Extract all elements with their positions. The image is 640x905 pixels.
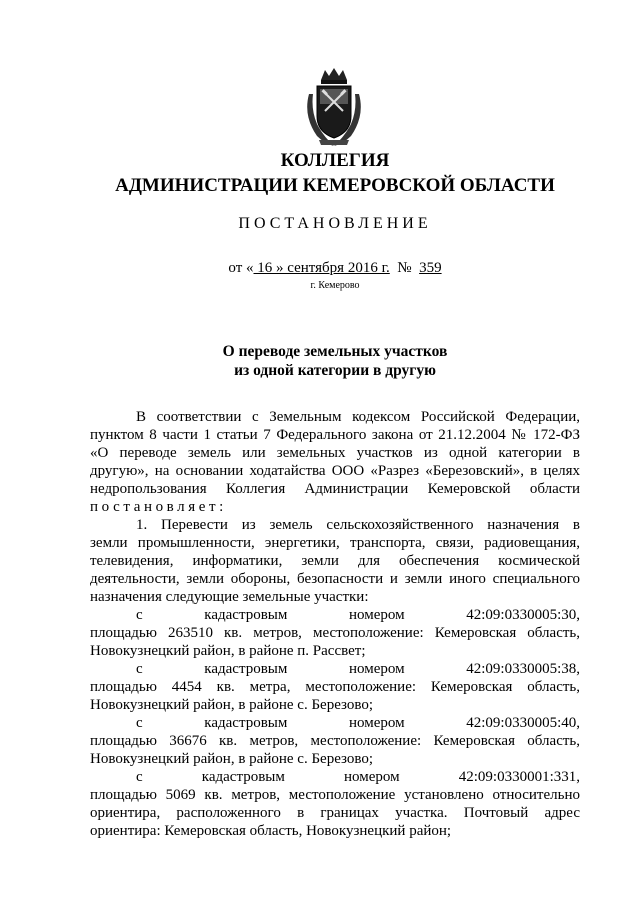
- body-line: назначения следующие земельные участки:: [90, 589, 369, 605]
- body-line: земли промышленности, энергетики, транспорта, связи, радиовещания,: [90, 535, 580, 551]
- org-title-line1: КОЛЛЕГИЯ: [280, 150, 390, 171]
- city-name: г. Кемерово: [310, 280, 360, 291]
- body-line: площадью 36676 кв. метров, местоположение: Кемеровская область,: [90, 733, 580, 749]
- subject-line2: из одной категории в другую: [234, 362, 436, 379]
- body-line: В соответствии с Земельным кодексом Российской Федерации,: [136, 409, 580, 425]
- body-line: постановляет:: [90, 499, 227, 515]
- body-line: с кадастровым номером 42:09:0330005:30,: [136, 607, 580, 623]
- body-line: Новокузнецкий район, в районе п. Рассвет;: [90, 643, 366, 659]
- coat-of-arms-icon: [299, 66, 369, 148]
- subject-line1: О переводе земельных участков: [222, 343, 448, 360]
- date-prefix: от «: [228, 260, 254, 276]
- date-day: 16: [253, 260, 276, 276]
- body-line: площадью 4454 кв. метра, местоположение: Кемеровская область,: [90, 679, 580, 695]
- body-line: Новокузнецкий район, в районе с. Березово;: [90, 751, 374, 767]
- body-line: с кадастровым номером 42:09:0330005:40,: [136, 715, 580, 731]
- document-type: ПОСТАНОВЛЕНИЕ: [238, 215, 432, 232]
- body-line: площадью 5069 кв. метров, местоположение установлено относительно: [90, 787, 580, 803]
- body-line: с кадастровым номером 42:09:0330005:38,: [136, 661, 580, 677]
- body-line: ориентира, расположенного в границах участка. Почтовый адрес: [90, 805, 580, 821]
- body-line: 1. Перевести из земель сельскохозяйственного назначения в: [136, 517, 580, 533]
- document-number: 359: [419, 260, 442, 276]
- date-number-line: [0, 260, 640, 277]
- date-month-year: » сентября 2016 г.: [276, 260, 390, 276]
- document-body: [90, 408, 580, 840]
- body-line: недропользования Коллегия Администрации Кемеровской области: [90, 481, 580, 497]
- body-line: с кадастровым номером 42:09:0330001:331,: [136, 769, 580, 785]
- body-line: деятельности, земли обороны, безопасности и земли иного специального: [90, 571, 580, 587]
- number-prefix: №: [397, 260, 412, 276]
- body-line: Новокузнецкий район, в районе с. Березово;: [90, 697, 374, 713]
- body-line: телевидения, информатики, земли для обеспечения космической: [90, 553, 580, 569]
- org-title-line2: АДМИНИСТРАЦИИ КЕМЕРОВСКОЙ ОБЛАСТИ: [115, 175, 555, 196]
- body-line: площадью 263510 кв. метров, местоположение: Кемеровская область,: [90, 625, 580, 641]
- body-line: другую», на основании ходатайства ООО «Разрез «Березовский», в целях: [90, 463, 580, 479]
- body-line: пунктом 8 части 1 статьи 7 Федерального закона от 21.12.2004 № 172-ФЗ: [90, 427, 580, 443]
- body-line: ориентира: Кемеровская область, Новокузнецкий район;: [90, 823, 452, 839]
- body-line: «О переводе земель или земельных участков из одной категории в: [90, 445, 580, 461]
